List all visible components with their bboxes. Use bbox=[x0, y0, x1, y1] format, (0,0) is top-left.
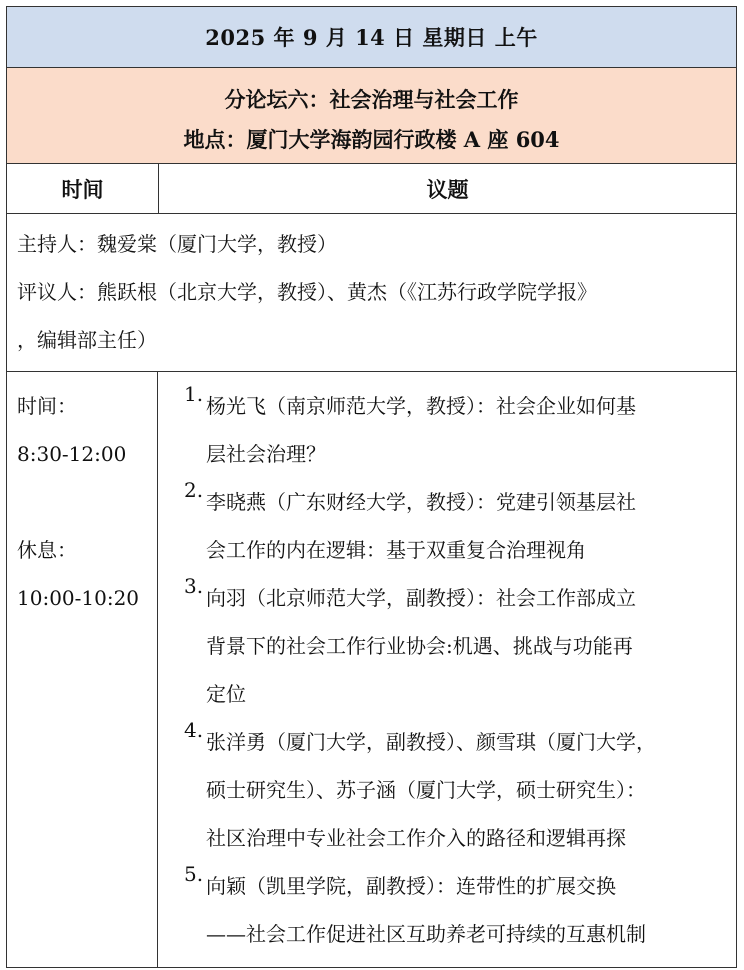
agenda-table bbox=[6, 6, 737, 968]
agenda-item bbox=[158, 574, 736, 718]
item-text: 向颖（凯里学院，副教授）：连带性的扩展交换 bbox=[206, 874, 616, 898]
host-section bbox=[6, 214, 737, 372]
item-text: 层社会治理？ bbox=[206, 442, 326, 466]
agenda-item bbox=[158, 718, 736, 862]
item-text: 定位 bbox=[206, 682, 246, 706]
reviewer-line-cont: ，编辑部主任） bbox=[17, 328, 157, 352]
item-text: 背景下的社会工作行业协会:机遇、挑战与功能再 bbox=[206, 634, 633, 658]
item-number: 4. bbox=[184, 718, 204, 742]
date-text: 2025 年 9 月 14 日 星期日 上午 bbox=[205, 25, 538, 50]
break-label: 休息： bbox=[17, 538, 77, 562]
topics-cell bbox=[158, 372, 736, 967]
item-number: 5. bbox=[184, 862, 204, 886]
item-text: 李晓燕（广东财经大学，教授）：党建引领基层社 bbox=[206, 490, 636, 514]
time-label: 时间： bbox=[17, 394, 77, 418]
item-number: 2. bbox=[184, 478, 204, 502]
agenda-item bbox=[158, 862, 736, 958]
forum-location: 地点：厦门大学海韵园行政楼 A 座 604 bbox=[183, 127, 560, 152]
item-number: 1. bbox=[184, 382, 204, 406]
item-text: 硕士研究生）、苏子涵（厦门大学，硕士研究生）： bbox=[206, 778, 646, 802]
time-cell bbox=[7, 372, 158, 967]
item-number: 3. bbox=[184, 574, 204, 598]
column-headers bbox=[6, 164, 737, 214]
item-text: ——社会工作促进社区互助养老可持续的互惠机制 bbox=[206, 922, 646, 946]
time-column-header: 时间 bbox=[7, 164, 159, 213]
item-text: 会工作的内在逻辑：基于双重复合治理视角 bbox=[206, 538, 586, 562]
time-value: 8:30-12:00 bbox=[17, 442, 127, 466]
host-line: 主持人：魏爱棠（厦门大学，教授） bbox=[17, 232, 337, 256]
agenda-item bbox=[158, 382, 736, 478]
item-text: 张洋勇（厦门大学，副教授）、颜雪琪（厦门大学， bbox=[206, 730, 656, 754]
topic-column-header: 议题 bbox=[426, 176, 469, 202]
forum-header bbox=[6, 68, 737, 164]
date-header bbox=[6, 6, 737, 68]
reviewer-line: 评议人：熊跃根（北京大学，教授）、黄杰（《江苏行政学院学报》 bbox=[17, 280, 597, 304]
agenda-section bbox=[6, 372, 737, 968]
item-text: 向羽（北京师范大学，副教授）：社会工作部成立 bbox=[206, 586, 636, 610]
agenda-item bbox=[158, 478, 736, 574]
break-value: 10:00-10:20 bbox=[17, 586, 140, 610]
item-text: 社区治理中专业社会工作介入的路径和逻辑再探 bbox=[206, 826, 626, 850]
forum-title: 分论坛六：社会治理与社会工作 bbox=[224, 87, 519, 112]
item-text: 杨光飞（南京师范大学，教授）：社会企业如何基 bbox=[206, 394, 636, 418]
